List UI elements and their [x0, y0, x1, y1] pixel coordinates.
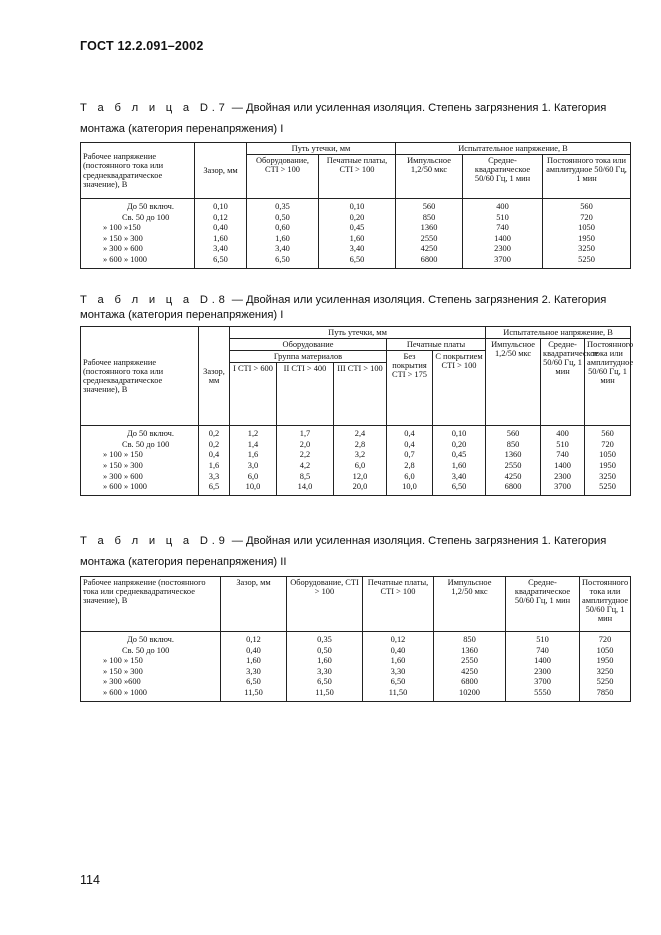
cell-g2: 4,2: [277, 461, 334, 472]
cell-equipment: 0,35: [247, 199, 319, 213]
cell-impulse: 2550: [486, 461, 541, 472]
table-d9: [80, 576, 631, 702]
cell-impulse: 1360: [486, 450, 541, 461]
cell-rms: 400: [541, 426, 585, 440]
cell-g3: 2,8: [334, 440, 387, 451]
cell-gap: 0,12: [221, 632, 287, 646]
d8-header-group-1: I СТI > 600: [230, 363, 277, 426]
table-row: [81, 255, 631, 268]
cell-equipment: 0,35: [287, 632, 363, 646]
table-row: [81, 472, 631, 483]
cell-g3: 12,0: [334, 472, 387, 483]
d8-header-material-group: Группа материалов: [230, 351, 387, 363]
table-row: [81, 426, 631, 440]
cell-boards: 0,10: [319, 199, 396, 213]
cell-rms: 3700: [463, 255, 543, 268]
cell-equipment: 0,50: [287, 646, 363, 657]
cell-rms: 740: [463, 223, 543, 234]
d7-header-test-voltage: Испытательное напряжение, В: [396, 143, 631, 155]
cell-gap: 1,6: [199, 461, 230, 472]
cell-boards: 0,20: [319, 213, 396, 224]
cell-rms: 740: [541, 450, 585, 461]
row-label: » 600 » 1000: [81, 688, 221, 701]
d8-header-voltage: Рабочее напряжение (постоянного тока или среднеквадратическое значение), В: [81, 327, 199, 426]
cell-equipment: 11,50: [287, 688, 363, 701]
cell-coated: 0,10: [433, 426, 486, 440]
cell-coated: 3,40: [433, 472, 486, 483]
cell-boards: 0,45: [319, 223, 396, 234]
d8-header-rms: Средне-квадратическое 50/60 Гц, 1 мин: [541, 339, 585, 426]
cell-rms: 3700: [541, 482, 585, 495]
row-label: » 150 » 300: [81, 234, 195, 245]
table-d9-caption: [80, 531, 630, 573]
d8-header-dc: Постоянного тока или амплитудное 50/60 Гц, 1 мин: [585, 339, 631, 426]
cell-gap: 0,2: [199, 426, 230, 440]
table-d8-caption-line2: монтажа (категория перенапряжения) I: [80, 309, 284, 321]
cell-impulse: 4250: [396, 244, 463, 255]
d7-header-impulse: Импульсное 1,2/50 мкс: [396, 155, 463, 199]
cell-dc: 1050: [585, 450, 631, 461]
cell-dc: 1050: [580, 646, 631, 657]
cell-gap: 0,12: [195, 213, 247, 224]
cell-g1: 3,0: [230, 461, 277, 472]
cell-rms: 510: [506, 632, 580, 646]
cell-gap: 1,60: [221, 656, 287, 667]
d8-header-test-voltage: Испытательное напряжение, В: [486, 327, 631, 339]
d8-header-uncoated: Без покрытия СТI > 175: [387, 351, 433, 426]
d9-header-equipment: Оборудование, СТI > 100: [287, 577, 363, 632]
cell-gap: 11,50: [221, 688, 287, 701]
cell-boards: 3,30: [363, 667, 434, 678]
row-label: » 600 » 1000: [81, 255, 195, 268]
table-row: [81, 223, 631, 234]
cell-coated: 6,50: [433, 482, 486, 495]
cell-dc: 1950: [585, 461, 631, 472]
row-label: » 300 » 600: [81, 244, 195, 255]
cell-gap: 3,40: [195, 244, 247, 255]
cell-dc: 1950: [580, 656, 631, 667]
table-d8-caption-label: Т а б л и ц а D.8: [80, 294, 229, 306]
cell-impulse: 850: [396, 213, 463, 224]
table-row: [81, 482, 631, 495]
cell-rms: 1400: [541, 461, 585, 472]
d8-header-impulse: Импульсное 1,2/50 мкс: [486, 339, 541, 426]
table-d7: [80, 142, 631, 269]
cell-g1: 6,0: [230, 472, 277, 483]
row-label: » 100 » 150: [81, 450, 199, 461]
cell-rms: 2300: [463, 244, 543, 255]
table-row: [81, 688, 631, 701]
cell-equipment: 6,50: [287, 677, 363, 688]
cell-gap: 0,4: [199, 450, 230, 461]
cell-g3: 6,0: [334, 461, 387, 472]
cell-rms: 1400: [463, 234, 543, 245]
table-row: [81, 450, 631, 461]
cell-g1: 1,4: [230, 440, 277, 451]
row-label: До 50 включ.: [81, 426, 199, 440]
table-row: [81, 244, 631, 255]
cell-rms: 400: [463, 199, 543, 213]
cell-uncoated: 10,0: [387, 482, 433, 495]
table-row: [81, 656, 631, 667]
cell-g3: 20,0: [334, 482, 387, 495]
table-d7-caption-line2: монтажа (категория перенапряжения) I: [80, 123, 284, 135]
d8-header-gap: Зазор, мм: [199, 327, 230, 426]
cell-boards: 3,40: [319, 244, 396, 255]
cell-gap: 0,40: [195, 223, 247, 234]
cell-equipment: 3,40: [247, 244, 319, 255]
cell-equipment: 3,30: [287, 667, 363, 678]
table-row: [81, 440, 631, 451]
d9-header-dc: Постоянного тока или амплитудное 50/60 Гц, 1 мин: [580, 577, 631, 632]
table-d8-caption-text: — Двойная или усиленная изоляция. Степень загрязнения 2. Категория: [228, 294, 607, 306]
cell-gap: 0,10: [195, 199, 247, 213]
cell-boards: 1,60: [363, 656, 434, 667]
cell-equipment: 6,50: [247, 255, 319, 268]
cell-equipment: 1,60: [287, 656, 363, 667]
cell-dc: 5250: [580, 677, 631, 688]
table-row: [81, 199, 631, 213]
table-d9-caption-text: — Двойная или усиленная изоляция. Степень загрязнения 1. Категория: [228, 535, 607, 547]
cell-dc: 5250: [543, 255, 631, 268]
cell-uncoated: 2,8: [387, 461, 433, 472]
d7-header-gap: Зазор, мм: [195, 143, 247, 199]
cell-dc: 3250: [543, 244, 631, 255]
cell-dc: 720: [543, 213, 631, 224]
cell-impulse: 850: [486, 440, 541, 451]
cell-rms: 1400: [506, 656, 580, 667]
cell-boards: 6,50: [363, 677, 434, 688]
d8-header-creepage: Путь утечки, мм: [230, 327, 486, 339]
cell-dc: 720: [585, 440, 631, 451]
cell-uncoated: 0,4: [387, 440, 433, 451]
cell-rms: 2300: [541, 472, 585, 483]
cell-uncoated: 0,7: [387, 450, 433, 461]
page-number: 114: [80, 873, 100, 887]
d8-header-group-3: III СТI > 100: [334, 363, 387, 426]
d7-body: [81, 199, 631, 269]
d8-body: [81, 426, 631, 496]
d9-body: [81, 632, 631, 702]
cell-rms: 3700: [506, 677, 580, 688]
table-row: [81, 461, 631, 472]
d9-header-voltage: Рабочее напряжение (постоянного тока или среднеквадратическое значение), В: [81, 577, 221, 632]
cell-g2: 8,5: [277, 472, 334, 483]
d8-header-coated: С покрытием СТI > 100: [433, 351, 486, 426]
d7-header-dc: Постоянного тока или амплитудное 50/60 Гц, 1 мин: [543, 155, 631, 199]
cell-boards: 6,50: [319, 255, 396, 268]
cell-coated: 0,20: [433, 440, 486, 451]
d7-header-creepage: Путь утечки, мм: [247, 143, 396, 155]
row-label: » 300 » 600: [81, 472, 199, 483]
table-row: [81, 234, 631, 245]
cell-boards: 11,50: [363, 688, 434, 701]
table-row: [81, 646, 631, 657]
d8-header-equipment: Оборудование: [230, 339, 387, 351]
cell-gap: 6,50: [195, 255, 247, 268]
cell-impulse: 4250: [434, 667, 506, 678]
cell-coated: 0,45: [433, 450, 486, 461]
cell-dc: 720: [580, 632, 631, 646]
row-label: Св. 50 до 100: [81, 646, 221, 657]
row-label: Св. 50 до 100: [81, 213, 195, 224]
cell-dc: 3250: [580, 667, 631, 678]
table-d8: [80, 326, 634, 496]
row-label: » 100 »150: [81, 223, 195, 234]
d9-header-impulse: Импульсное 1,2/50 мкс: [434, 577, 506, 632]
cell-g2: 2,0: [277, 440, 334, 451]
row-label: » 150 » 300: [81, 461, 199, 472]
cell-equipment: 1,60: [247, 234, 319, 245]
cell-uncoated: 0,4: [387, 426, 433, 440]
cell-gap: 0,2: [199, 440, 230, 451]
cell-dc: 560: [585, 426, 631, 440]
d8-header-group-2: II СТI > 400: [277, 363, 334, 426]
cell-impulse: 4250: [486, 472, 541, 483]
table-d9-caption-line2: монтажа (категория перенапряжения) II: [80, 556, 287, 568]
cell-rms: 740: [506, 646, 580, 657]
row-label: Св. 50 до 100: [81, 440, 199, 451]
cell-g3: 2,4: [334, 426, 387, 440]
d9-header-gap: Зазор, мм: [221, 577, 287, 632]
cell-impulse: 850: [434, 632, 506, 646]
cell-gap: 0,40: [221, 646, 287, 657]
cell-gap: 6,50: [221, 677, 287, 688]
cell-g1: 1,6: [230, 450, 277, 461]
cell-boards: 1,60: [319, 234, 396, 245]
table-row: [81, 667, 631, 678]
cell-boards: 0,12: [363, 632, 434, 646]
cell-gap: 6,5: [199, 482, 230, 495]
cell-impulse: 1360: [396, 223, 463, 234]
cell-gap: 1,60: [195, 234, 247, 245]
cell-dc: 5250: [585, 482, 631, 495]
cell-g2: 2,2: [277, 450, 334, 461]
row-label: До 50 включ.: [81, 199, 195, 213]
cell-impulse: 2550: [396, 234, 463, 245]
cell-equipment: 0,50: [247, 213, 319, 224]
cell-impulse: 10200: [434, 688, 506, 701]
cell-impulse: 6800: [486, 482, 541, 495]
cell-boards: 0,40: [363, 646, 434, 657]
table-d9-caption-label: Т а б л и ц а D.9: [80, 535, 229, 547]
cell-gap: 3,3: [199, 472, 230, 483]
cell-impulse: 560: [486, 426, 541, 440]
cell-impulse: 1360: [434, 646, 506, 657]
cell-g1: 1,2: [230, 426, 277, 440]
cell-g3: 3,2: [334, 450, 387, 461]
cell-uncoated: 6,0: [387, 472, 433, 483]
d7-header-voltage: Рабочее напряжение (постоянного тока или среднеквадратическое значение), В: [81, 143, 195, 199]
row-label: До 50 включ.: [81, 632, 221, 646]
cell-g2: 1,7: [277, 426, 334, 440]
cell-impulse: 560: [396, 199, 463, 213]
cell-impulse: 2550: [434, 656, 506, 667]
table-d7-caption: [80, 98, 630, 140]
d7-header-equipment: Оборудование, СТI > 100: [247, 155, 319, 199]
table-d7-caption-label: Т а б л и ц а D.7: [80, 102, 229, 114]
cell-impulse: 6800: [434, 677, 506, 688]
d8-header-boards: Печатные платы: [387, 339, 486, 351]
cell-rms: 510: [541, 440, 585, 451]
d9-header-boards: Печатные платы, СТI > 100: [363, 577, 434, 632]
table-row: [81, 677, 631, 688]
d9-header-rms: Средне-квадратическое 50/60 Гц, 1 мин: [506, 577, 580, 632]
cell-g1: 10,0: [230, 482, 277, 495]
cell-rms: 5550: [506, 688, 580, 701]
table-d7-caption-text: — Двойная или усиленная изоляция. Степень загрязнения 1. Категория: [228, 102, 607, 114]
cell-dc: 1050: [543, 223, 631, 234]
cell-gap: 3,30: [221, 667, 287, 678]
table-row: [81, 213, 631, 224]
d7-header-rms: Средне-квадратическое 50/60 Гц, 1 мин: [463, 155, 543, 199]
table-d8-caption: [80, 290, 630, 326]
cell-equipment: 0,60: [247, 223, 319, 234]
d7-header-boards: Печатные платы, СТI > 100: [319, 155, 396, 199]
table-row: [81, 632, 631, 646]
cell-coated: 1,60: [433, 461, 486, 472]
cell-rms: 510: [463, 213, 543, 224]
cell-g2: 14,0: [277, 482, 334, 495]
cell-dc: 7850: [580, 688, 631, 701]
row-label: » 150 » 300: [81, 667, 221, 678]
cell-dc: 560: [543, 199, 631, 213]
row-label: » 600 » 1000: [81, 482, 199, 495]
cell-rms: 2300: [506, 667, 580, 678]
row-label: » 100 » 150: [81, 656, 221, 667]
cell-dc: 1950: [543, 234, 631, 245]
document-header: ГОСТ 12.2.091–2002: [80, 39, 204, 53]
cell-dc: 3250: [585, 472, 631, 483]
cell-impulse: 6800: [396, 255, 463, 268]
row-label: » 300 »600: [81, 677, 221, 688]
